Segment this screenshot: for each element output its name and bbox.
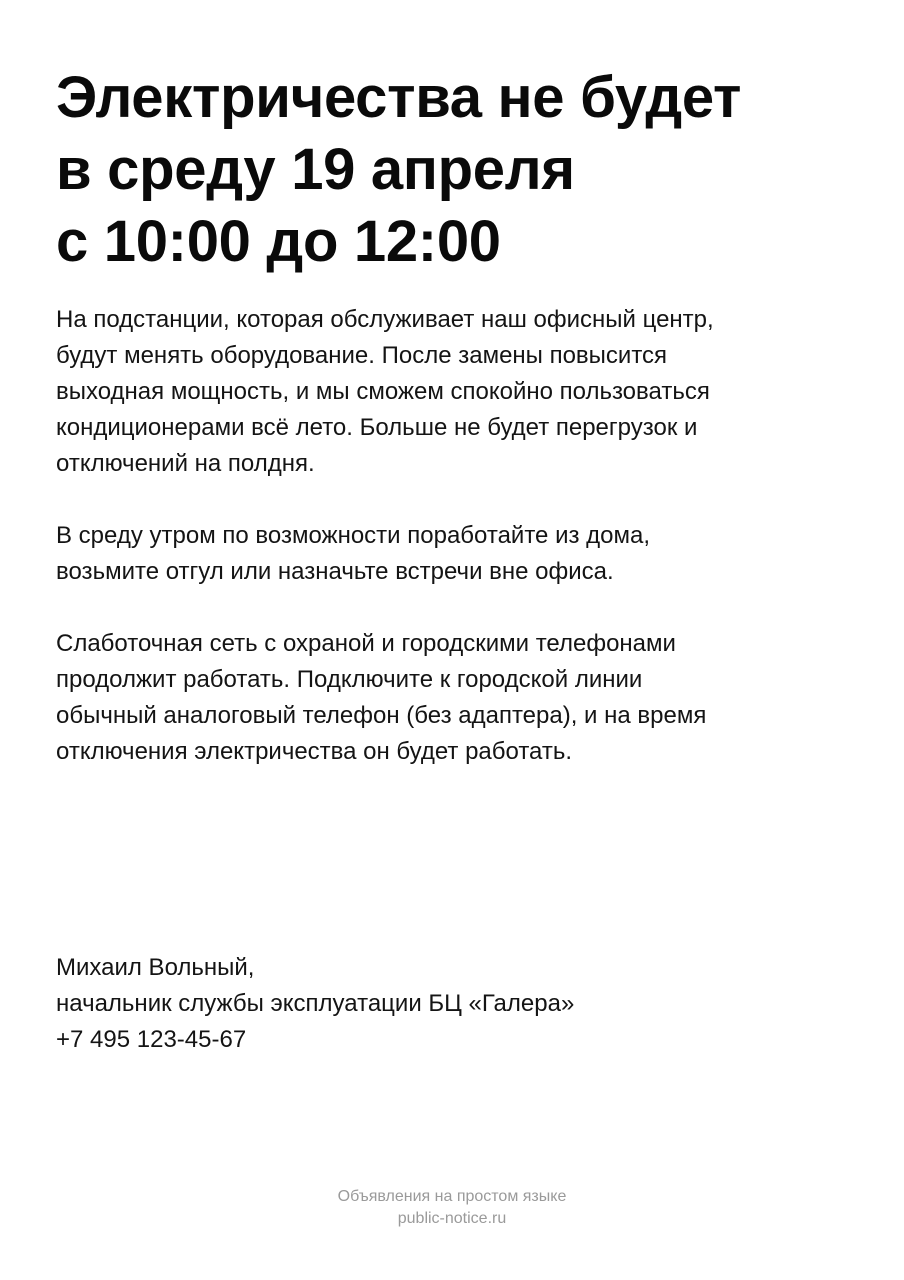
paragraph-line: отключений на полдня. (56, 450, 315, 477)
paragraph-line: отключения электричества он будет работать. (56, 738, 573, 765)
paragraph-work-from-home (56, 518, 856, 590)
paragraph-line: Слаботочная сеть с охраной и городскими телефонами (56, 630, 676, 657)
title-line-1: Электричества не будет (56, 65, 742, 130)
paragraph-line: будут менять оборудование. После замены повысится (56, 342, 668, 369)
signature-phone: +7 495 123-45-67 (56, 1026, 247, 1053)
paragraph-line: продолжит работать. Подключите к городской линии (56, 666, 643, 693)
notice-title (56, 62, 856, 278)
paragraph-low-voltage-network (56, 626, 856, 770)
paragraph-line: обычный аналоговый телефон (без адаптера), и на время (56, 702, 707, 729)
footer (0, 1186, 904, 1230)
title-line-2: в среду 19 апреля (56, 137, 575, 202)
paragraph-line: выходная мощность, и мы сможем спокойно пользоваться (56, 378, 710, 405)
paragraph-substation (56, 302, 856, 482)
paragraph-line: кондиционерами всё лето. Больше не будет перегрузок и (56, 414, 698, 441)
paragraph-line: возьмите отгул или назначьте встречи вне офиса. (56, 558, 614, 585)
signature-position: начальник службы эксплуатации БЦ «Галера» (56, 990, 575, 1017)
signature-block (56, 950, 856, 1058)
paragraph-line: На подстанции, которая обслуживает наш офисный центр, (56, 306, 714, 333)
paragraph-line: В среду утром по возможности поработайте из дома, (56, 522, 651, 549)
footer-caption: Объявления на простом языке (337, 1188, 567, 1205)
footer-site: public-notice.ru (397, 1210, 507, 1227)
title-line-3: с 10:00 до 12:00 (56, 209, 501, 274)
signature-name: Михаил Вольный, (56, 954, 255, 981)
